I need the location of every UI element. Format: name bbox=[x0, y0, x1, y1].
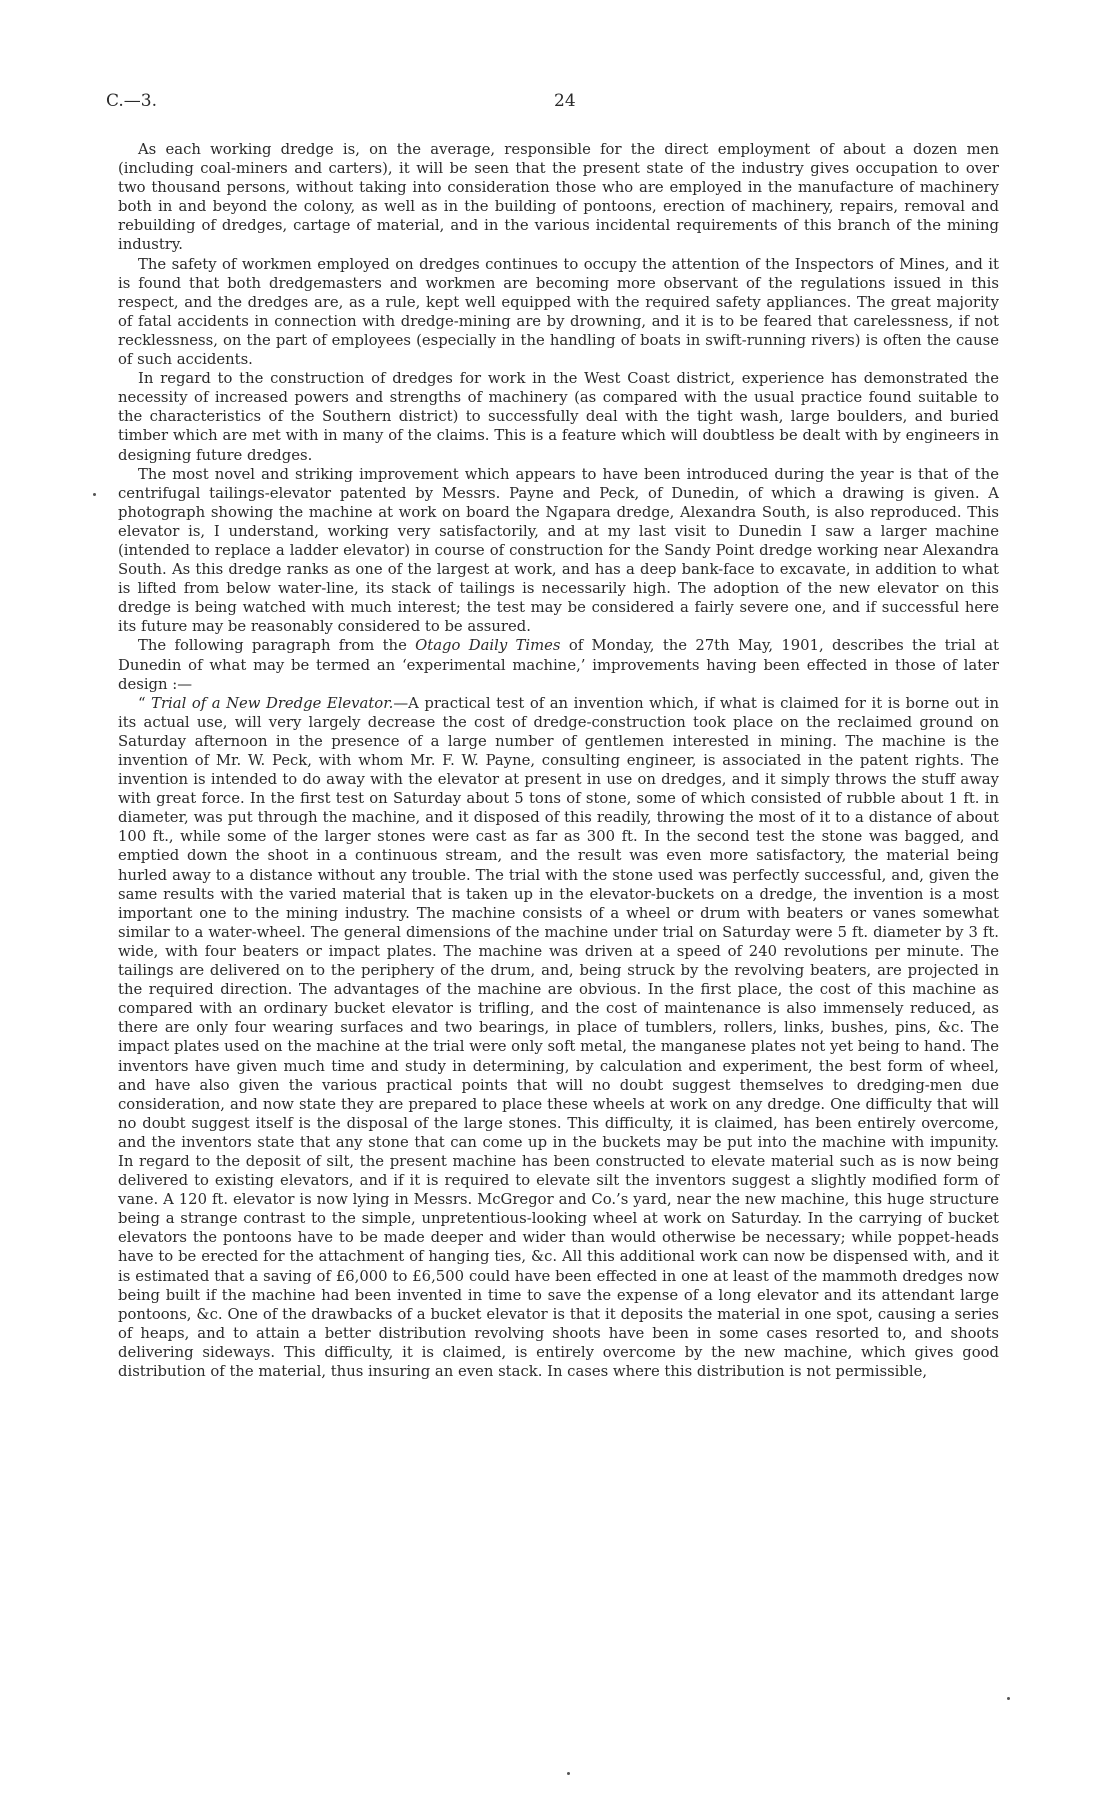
margin-speck bbox=[1007, 1697, 1010, 1700]
paragraph-centrifugal-elevator: The most novel and striking improvement which appears to have been introduced during the year is that of the centrifugal tailings-elevator patented by Messrs. Payne and Peck, of Dunedin, of which a drawing is given. A photograph showing the machine at work on board the Ngapara dredge, Alexandra South, is also reproduced. This elevator is, I understand, working very satisfactorily, and at my last visit to Dunedin I saw a larger machine (intended to replace a ladder elevator) in course of construction for the Sandy Point dredge working near Alexandra South. As this dredge ranks as one of the largest at work, and has a deep bank-face to excavate, in addition to what is lifted from below water-line, its stack of tailings is necessarily high. The adoption of the new elevator on this dredge is being watched with much interest; the test may be considered a fairly severe one, and if successful here its future may be reasonably considered to be assured. bbox=[118, 465, 999, 636]
document-reference: C.—3. bbox=[106, 91, 158, 111]
paragraph-quoted-trial-report bbox=[118, 694, 999, 1381]
paragraph-employment: As each working dredge is, on the average, responsible for the direct employment of about a dozen men (including coal-miners and carters), it will be seen that the present state of the industry gives occupation to over two thousand persons, without taking into consideration those who are employed in the manufacture of machinery both in and beyond the colony, as well as in the building of pontoons, erection of machinery, repairs, removal and rebuilding of dredges, cartage of material, and in the various incidental requirements of this branch of the mining industry. bbox=[118, 141, 999, 254]
intro-text-a: The following paragraph from the bbox=[138, 637, 416, 655]
margin-speck bbox=[567, 1772, 570, 1775]
intro-text-b: of Monday, the 27th May, 1901, describes the trial at Dunedin of what may be termed an ‘experimental machine,’ improvements having been effected in those of later design :— bbox=[118, 637, 999, 693]
page-header bbox=[106, 88, 1006, 114]
newspaper-title: Otago Daily Times bbox=[415, 637, 561, 655]
page-number: 24 bbox=[554, 91, 576, 111]
open-quote: “ bbox=[138, 694, 152, 712]
margin-speck bbox=[93, 493, 96, 496]
quote-heading: Trial of a New Dredge Elevator. bbox=[151, 694, 394, 712]
paragraph-safety: The safety of workmen employed on dredges continues to occupy the attention of the Inspectors of Mines, and it is found that both dredgemasters and workmen are becoming more observant of the regulations issued in this respect, and the dredges are, as a rule, kept well equipped with the required safety appliances. The great majority of fatal accidents in connection with dredge-mining are by drowning, and it is to be feared that carelessness, if not recklessness, on the part of employees (especially in the handling of boats in swift-running rivers) is often the cause of such accidents. bbox=[118, 255, 999, 369]
paragraph-west-coast: In regard to the construction of dredges for work in the West Coast district, experience has demonstrated the necessity of increased powers and strengths of machinery (as compared with the usual practice found suitable to the characteristics of the Southern district) to successfully deal with the tight wash, large boulders, and buried timber which are met with in many of the claims. This is a feature which will doubtless be dealt with by engineers in designing future dredges. bbox=[118, 370, 999, 464]
body-text bbox=[118, 140, 999, 1381]
paragraph-otago-daily-times-intro bbox=[118, 636, 999, 693]
quote-body: —A practical test of an invention which, if what is claimed for it is borne out in its actual use, will very largely decrease the cost of dredge-construction took place on the reclaimed ground on Saturday afternoon in the presence of a large number of gentlemen interested in mining. The machine is the invention of Mr. W. Peck, with whom Mr. F. W. Payne, consulting engineer, is associated in the patent rights. The invention is intended to do away with the elevator at present in use on dredges, and it simply throws the stuff away with great force. In the first test on Saturday about 5 tons of stone, some of which consisted of rubble about 1 ft. in diameter, was put through the machine, and it disposed of this readily, throwing the most of it to a distance of about 100 ft., while some of the larger stones were cast as far as 300 ft. In the second test the stone was bagged, and emptied down the shoot in a continuous stream, and the result was even more satisfactory, the material being hurled away to a distance without any trouble. The trial with the stone used was perfectly successful, and, given the same results with the varied material that is taken up in the elevator-buckets on a dredge, the invention is a most important one to the mining industry. The machine consists of a wheel or drum with beaters or vanes somewhat similar to a water-wheel. The general dimensions of the machine under trial on Saturday were 5 ft. diameter by 3 ft. wide, with four beaters or impact plates. The machine was driven at a speed of 240 revolutions per minute. The tailings are delivered on to the periphery of the drum, and, being struck by the revolving beaters, are projected in the required direction. The advantages of the machine are obvious. In the first place, the cost of this machine as compared with an ordinary bucket elevator is trifling, and the cost of maintenance is also immensely reduced, as there are only four wearing surfaces and two bearings, in place of tumblers, rollers, links, bushes, pins, &c. The impact plates used on the machine at the trial were only soft metal, the manganese plates not yet being to hand. The inventors have given much time and study in determining, by calculation and experiment, the best form of wheel, and have also given the various practical points that will no doubt suggest themselves to dredging-men due consideration, and now state they are prepared to place these wheels at work on any dredge. One difficulty that will no doubt suggest itself is the disposal of the large stones. This difficulty, it is claimed, has been entirely overcome, and the inventors state that any stone that can come up in the buckets may be put into the machine with impunity. In regard to the deposit of silt, the present machine has been constructed to elevate material such as is now being delivered to existing elevators, and if it is required to elevate silt the inventors suggest a slightly modified form of vane. A 120 ft. elevator is now lying in Messrs. McGregor and Co.’s yard, near the new machine, this huge structure being a strange contrast to the simple, unpretentious-looking wheel at work on Saturday. In the carrying of bucket elevators the pontoons have to be made deeper and wider than would otherwise be necessary; while poppet-heads have to be erected for the attachment of hanging ties, &c. All this additional work can now be dispensed with, and it is estimated that a saving of £6,000 to £6,500 could have been effected in one at least of the mammoth dredges now being built if the machine had been invented in time to save the expense of a long elevator and its attendant large pontoons, &c. One of the drawbacks of a bucket elevator is that it deposits the material in one spot, causing a series of heaps, and to attain a better distribution revolving shoots have been in some cases resorted to, and shoots delivering sideways. This difficulty, it is claimed, is entirely overcome by the new machine, which gives good distribution of the material, thus insuring an even stack. In cases where this distribution is not permissible, bbox=[118, 694, 999, 1380]
